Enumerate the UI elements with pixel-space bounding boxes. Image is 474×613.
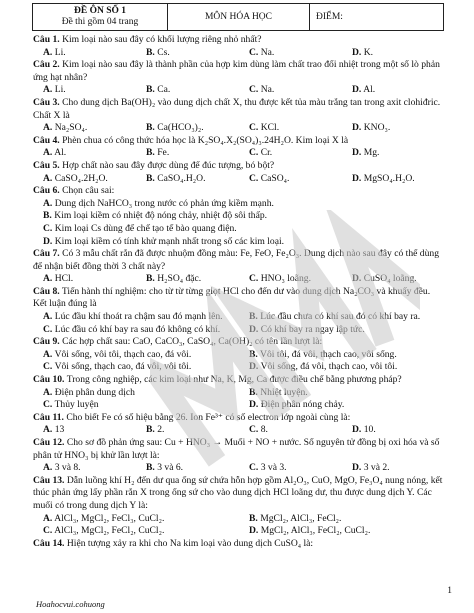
question-4 xyxy=(33,135,445,160)
option-text: Al. xyxy=(363,84,376,96)
option-letter: D. xyxy=(249,361,259,373)
answer-option xyxy=(136,47,239,60)
question-13 xyxy=(33,475,445,538)
answer-option xyxy=(33,324,239,337)
option-letter: C. xyxy=(43,361,53,373)
question-stem xyxy=(33,97,445,122)
option-letter: D. xyxy=(352,46,362,58)
answer-option xyxy=(342,173,445,186)
question-text: Hợp chất nào sau đây được dùng để đúc tượng, bó bột? xyxy=(62,159,275,171)
score-cell xyxy=(310,4,443,30)
option-text: Cr. xyxy=(260,147,273,159)
option-text: Nhiệt luyện. xyxy=(260,386,308,398)
option-letter: D. xyxy=(352,462,362,474)
option-text: Fe. xyxy=(157,147,170,159)
question-stem xyxy=(33,248,445,273)
answer-option xyxy=(239,47,342,60)
answer-option xyxy=(33,462,136,475)
option-letter: D. xyxy=(43,235,53,247)
option-text: Na₂SO₄. xyxy=(54,122,88,134)
option-letter: D. xyxy=(352,84,362,96)
option-text: Lúc đầu có khí bay ra sau đó không có khí. xyxy=(54,323,221,335)
answer-options xyxy=(33,198,445,248)
answer-options xyxy=(33,462,445,475)
option-text: 10. xyxy=(363,424,376,436)
option-letter: D. xyxy=(352,424,362,436)
option-letter: B. xyxy=(146,46,155,58)
question-2 xyxy=(33,59,445,97)
question-text: Tiến hành thí nghiệm: cho từ từ từng giọt HCl cho đến dư vào dung dịch Na₂CO₃ và khuấy đều. Kết luận đúng là xyxy=(33,285,431,310)
page-number: 1 xyxy=(447,586,452,596)
answer-option xyxy=(342,273,445,286)
answer-option xyxy=(33,399,239,412)
answer-option xyxy=(239,525,445,538)
option-letter: A. xyxy=(43,147,53,159)
question-stem xyxy=(33,437,445,462)
answer-option xyxy=(136,122,239,135)
option-letter: B. xyxy=(146,273,155,285)
question-text: Hiện tượng xảy ra khi cho Na kim loại vào dung dịch CuSO₄ là: xyxy=(66,537,314,549)
answer-option xyxy=(239,324,445,337)
option-letter: A. xyxy=(43,386,53,398)
option-text: Al. xyxy=(54,147,67,159)
question-text: Cho biết Fe có số hiệu bằng 26. Ion Fe³⁺ có số electron lớp ngoài cùng là: xyxy=(66,411,351,423)
option-text: CaSO₄. xyxy=(260,172,290,184)
question-text: Có 3 mẫu chất rắn đã được nhuộm đồng màu: Fe, FeO, Fe₂O₃. Dung dịch nào sau đây có thể dùng để nhận biết đồng thời 3 chất này? xyxy=(33,248,439,272)
answer-option xyxy=(33,198,445,211)
option-letter: B. xyxy=(249,512,258,524)
answer-option xyxy=(33,122,136,135)
option-text: 8. xyxy=(260,424,268,436)
answer-options xyxy=(33,311,445,336)
option-text: Điện phân dung dịch xyxy=(54,386,135,398)
answer-option xyxy=(342,147,445,160)
question-stem xyxy=(33,475,445,513)
answer-options xyxy=(33,513,445,538)
option-text: Điện phân nóng chảy. xyxy=(260,399,345,411)
option-letter: A. xyxy=(43,348,53,360)
question-stem xyxy=(33,34,445,47)
option-text: Vôi sống, vôi tôi, thạch cao, đá vôi. xyxy=(54,348,192,360)
subject-name: MÔN HÓA HỌC xyxy=(204,11,273,22)
option-text: 2. xyxy=(157,424,165,436)
answer-option xyxy=(239,147,342,160)
answer-option xyxy=(136,173,239,186)
answer-option xyxy=(33,525,239,538)
answer-option xyxy=(33,513,239,526)
answer-option xyxy=(342,462,445,475)
answer-option xyxy=(136,273,239,286)
answer-options xyxy=(33,47,445,60)
question-text: Phèn chua có công thức hóa học là K₂SO₄.X₂(SO₄)₃.24H₂O. Kim loại X là xyxy=(62,134,349,146)
option-text: 3 và 3. xyxy=(260,462,287,474)
option-letter: B. xyxy=(146,172,155,184)
question-text: Chọn câu sai: xyxy=(62,185,115,197)
question-label: Câu 8. xyxy=(33,285,60,297)
question-stem xyxy=(33,135,445,148)
option-text: Vôi sống, đá vôi, thạch cao, vôi tôi. xyxy=(260,361,398,373)
option-letter: A. xyxy=(43,424,53,436)
answer-option xyxy=(33,387,239,400)
question-text: Trong công nghiệp, các kim loại như Na, K, Mg, Ca được điều chế bằng phương pháp? xyxy=(66,374,402,386)
option-letter: C. xyxy=(43,399,53,411)
answer-option xyxy=(239,424,342,437)
answer-option xyxy=(33,361,239,374)
question-text: Cho dung dịch Ba(OH)₂ vào dung dịch chất X, thu được kết tủa màu trắng tan trong axit clohiđric. Chất X là xyxy=(33,96,441,121)
question-label: Câu 5. xyxy=(33,159,60,171)
option-text: 3 và 6. xyxy=(157,462,184,474)
answer-options xyxy=(33,173,445,186)
question-label: Câu 2. xyxy=(33,59,60,71)
answer-option xyxy=(33,173,136,186)
answer-option xyxy=(239,311,445,324)
option-text: AlCl₃, MgCl₂, FeCl₃, CuCl₂. xyxy=(54,512,165,524)
option-text: AlCl₃, MgCl₂, FeCl₂, CuCl₂. xyxy=(54,525,165,537)
option-text: HCl. xyxy=(54,273,74,285)
question-label: Câu 7. xyxy=(33,248,60,260)
option-text: Ca(HCO₃)₂. xyxy=(157,122,204,134)
question-label: Câu 4. xyxy=(33,134,60,146)
option-letter: A. xyxy=(43,172,53,184)
exam-title: ĐỀ ÔN SỐ 1 xyxy=(74,6,126,16)
option-text: CaSO₄.H₂O. xyxy=(157,172,206,184)
answer-option xyxy=(239,462,342,475)
option-text: 13 xyxy=(54,424,65,436)
question-stem xyxy=(33,374,445,387)
question-label: Câu 11. xyxy=(33,411,64,423)
question-9 xyxy=(33,336,445,374)
option-letter: A. xyxy=(43,273,53,285)
answer-option xyxy=(33,210,445,223)
option-text: KCl. xyxy=(260,122,280,134)
option-letter: C. xyxy=(43,323,53,335)
question-8 xyxy=(33,286,445,336)
option-letter: D. xyxy=(352,172,362,184)
option-text: Mg. xyxy=(363,147,380,159)
option-letter: C. xyxy=(249,424,259,436)
question-stem xyxy=(33,160,445,173)
option-letter: A. xyxy=(43,46,53,58)
option-text: Kim loại kiềm có nhiệt độ nóng chảy, nhiệt độ sôi thấp. xyxy=(54,210,268,222)
option-text: KNO₃. xyxy=(363,122,391,134)
answer-options xyxy=(33,273,445,286)
answer-options xyxy=(33,387,445,412)
answer-options xyxy=(33,147,445,160)
answer-option xyxy=(33,349,239,362)
answer-option xyxy=(239,122,342,135)
option-text: MgSO₄.H₂O. xyxy=(363,172,415,184)
option-text: Na. xyxy=(260,84,275,96)
question-5 xyxy=(33,160,445,185)
option-text: Vôi tôi, đá vôi, thạch cao, vôi sống. xyxy=(260,348,397,360)
option-letter: B. xyxy=(146,84,155,96)
question-label: Câu 13. xyxy=(33,474,65,486)
option-letter: B. xyxy=(146,122,155,134)
score-label: ĐIỂM: xyxy=(316,11,343,22)
option-letter: C. xyxy=(249,122,259,134)
option-letter: D. xyxy=(352,147,362,159)
question-stem xyxy=(33,59,445,84)
answer-option xyxy=(136,462,239,475)
option-letter: A. xyxy=(43,197,53,209)
answer-option xyxy=(239,387,445,400)
option-letter: B. xyxy=(146,462,155,474)
question-stem xyxy=(33,185,445,198)
question-7 xyxy=(33,248,445,286)
option-letter: D. xyxy=(352,122,362,134)
option-text: Vôi sống, thạch cao, đá vôi, vôi tôi. xyxy=(54,361,192,373)
question-11 xyxy=(33,412,445,437)
question-6 xyxy=(33,185,445,248)
question-label: Câu 12. xyxy=(33,437,65,448)
question-stem xyxy=(33,286,445,311)
option-letter: A. xyxy=(43,462,53,474)
option-text: Kim loại kiềm có tính khử mạnh nhất trong số các kim loại. xyxy=(54,235,285,247)
option-letter: B. xyxy=(146,424,155,436)
question-stem xyxy=(33,412,445,425)
answer-option xyxy=(239,361,445,374)
answer-option xyxy=(342,424,445,437)
question-label: Câu 6. xyxy=(33,185,60,197)
answer-option xyxy=(33,311,239,324)
question-stem xyxy=(33,538,445,551)
option-text: Dung dịch NaHCO₃ trong nước có phản ứng kiềm mạnh. xyxy=(54,197,274,209)
question-stem xyxy=(33,336,445,349)
answer-option xyxy=(239,173,342,186)
option-text: MgCl₂, AlCl₃, FeCl₂. xyxy=(260,512,342,524)
question-text: Kim loại nào sau đây là thành phần của hợp kim dùng làm chất trao đổi nhiệt trong một số lò phản ứng hạt nhân? xyxy=(33,59,440,83)
option-text: Li. xyxy=(54,46,66,58)
option-letter: C. xyxy=(249,273,259,285)
option-text: K. xyxy=(363,46,374,58)
answer-option xyxy=(33,273,136,286)
option-text: 3 và 2. xyxy=(363,462,390,474)
question-12 xyxy=(33,437,445,475)
footer-site: Hoahocvui.cohuong xyxy=(36,599,105,609)
question-text: Cho sơ đồ phản ứng sau: Cu + HNO₃ → Muối + NO + nước. Số nguyên tử đồng bị oxi hóa và số phân tử HNO₃ bị khử lần lượt là: xyxy=(33,437,440,461)
option-text: CaSO₄.2H₂O. xyxy=(54,172,108,184)
question-10 xyxy=(33,374,445,412)
option-letter: C. xyxy=(249,172,259,184)
answer-option xyxy=(33,84,136,97)
option-text: Ca. xyxy=(157,84,171,96)
answer-option xyxy=(33,424,136,437)
question-list xyxy=(33,34,445,550)
answer-option xyxy=(136,84,239,97)
answer-option xyxy=(239,84,342,97)
option-letter: A. xyxy=(43,311,53,323)
option-letter: D. xyxy=(249,525,259,537)
option-letter: B. xyxy=(146,147,155,159)
answer-option xyxy=(239,349,445,362)
option-letter: D. xyxy=(249,399,259,411)
option-text: MgCl₂, AlCl₃, FeCl₂, CuCl₂. xyxy=(260,525,371,537)
option-text: Li. xyxy=(54,84,66,96)
option-letter: D. xyxy=(249,323,259,335)
answer-option xyxy=(239,399,445,412)
exam-title-cell xyxy=(33,4,168,30)
option-text: Thủy luyện xyxy=(54,399,99,411)
answer-option xyxy=(342,47,445,60)
option-letter: C. xyxy=(249,84,259,96)
answer-option xyxy=(239,273,342,286)
option-letter: D. xyxy=(352,273,362,285)
answer-option xyxy=(136,424,239,437)
answer-option xyxy=(342,122,445,135)
question-text: Các hợp chất sau: CaO, CaCO₃, CaSO₄, Ca(OH)₂ có tên lần lượt là: xyxy=(62,336,323,348)
question-label: Câu 9. xyxy=(33,336,60,348)
exam-header-table xyxy=(32,3,444,31)
question-14 xyxy=(33,538,445,551)
option-letter: A. xyxy=(43,122,53,134)
option-text: CuSO₄ loãng. xyxy=(363,273,417,285)
option-letter: C. xyxy=(43,525,53,537)
option-letter: A. xyxy=(43,84,53,96)
option-letter: B. xyxy=(43,210,52,222)
option-text: Lúc đầu khí thoát ra chậm sau đó mạnh lên. xyxy=(54,311,223,323)
option-text: Cs. xyxy=(157,46,170,58)
answer-option xyxy=(342,84,445,97)
option-text: Kim loại Cs dùng để chế tạo tế bào quang điện. xyxy=(54,222,237,234)
answer-options xyxy=(33,424,445,437)
question-label: Câu 1. xyxy=(33,34,60,45)
question-1 xyxy=(33,34,445,59)
answer-option xyxy=(239,513,445,526)
option-letter: C. xyxy=(43,222,53,234)
exam-subtitle: Đề thi gồm 04 trang xyxy=(61,17,139,27)
answer-options xyxy=(33,84,445,97)
question-label: Câu 10. xyxy=(33,374,65,386)
option-letter: B. xyxy=(249,348,258,360)
question-text: Dẫn luồng khí H₂ đến dư qua ống sứ chứa hỗn hợp gồm Al₂O₃, CuO, MgO, Fe₃O₄ nung nóng, kết thúc phản ứng lấy phần rắn X trong ống sứ cho vào dung dịch HCl loãng dư, thu được dung dịch Y. Các muối có trong dung dịch Y là: xyxy=(33,474,443,511)
question-3 xyxy=(33,97,445,135)
answer-options xyxy=(33,122,445,135)
option-letter: A. xyxy=(43,512,53,524)
option-letter: C. xyxy=(249,46,259,58)
question-label: Câu 3. xyxy=(33,96,60,108)
option-letter: C. xyxy=(249,147,259,159)
answer-options xyxy=(33,349,445,374)
option-text: HNO₃ loãng. xyxy=(260,273,311,285)
subject-cell xyxy=(168,4,310,30)
question-label: Câu 14. xyxy=(33,537,65,549)
answer-option xyxy=(33,47,136,60)
answer-option xyxy=(33,236,445,249)
option-text: 3 và 8. xyxy=(54,462,81,474)
option-letter: C. xyxy=(249,462,259,474)
option-text: Na. xyxy=(260,46,275,58)
option-letter: B. xyxy=(249,386,258,398)
answer-option xyxy=(136,147,239,160)
option-text: H₂SO₄ đặc. xyxy=(157,273,202,285)
answer-option xyxy=(33,223,445,236)
option-letter: B. xyxy=(249,311,258,323)
answer-option xyxy=(33,147,136,160)
option-text: Lúc đầu chưa có khí sau đó có khí bay ra. xyxy=(260,311,421,323)
option-text: Có khí bay ra ngay lập tức. xyxy=(260,323,365,335)
question-text: Kim loại nào sau đây có khối lượng riêng nhỏ nhất? xyxy=(62,34,262,45)
